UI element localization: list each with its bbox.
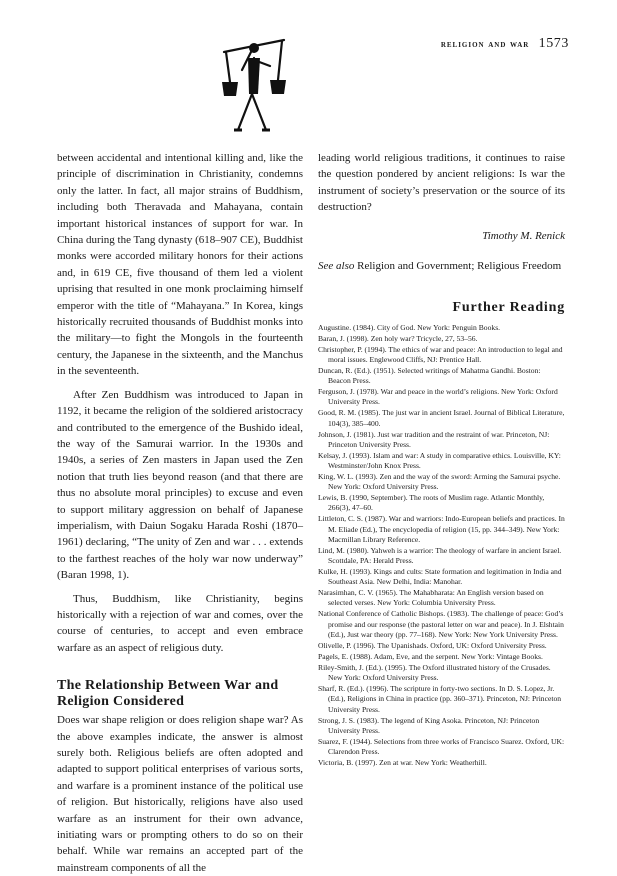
reference-item: Strong, J. S. (1983). The legend of King Asoka. Princeton, NJ: Princeton University Press. <box>318 715 540 735</box>
body-paragraph: leading world religious traditions, it continues to raise the question pondered by ancient religions: Is war the instrument of society’s preservation or the source of its destruction? <box>318 152 565 214</box>
reference-item: Ferguson, J. (1978). War and peace in the world’s religions. New York: Oxford University Press. <box>318 387 558 407</box>
reference-item: Littleton, C. S. (1987). War and warriors: Indo-European beliefs and practices. In M. Eliade (Ed.), The encyclopedia of religion (15, pp. 344–349). New York: Macmillan Library Reference. <box>318 514 565 544</box>
see-also-links[interactable]: Religion and Government; Religious Freedom <box>357 260 562 273</box>
reference-item: Victoria, B. (1997). Zen at war. New York: Weatherhill. <box>318 757 487 767</box>
reference-item: Pagels, E. (1988). Adam, Eve, and the serpent. New York: Vintage Books. <box>318 651 543 661</box>
reference-item: Kelsay, J. (1993). Islam and war: A study in comparative ethics. Louisville, KY: Westminster/John Knox Press. <box>318 450 561 471</box>
author-signature: Timothy M. Renick <box>482 229 565 242</box>
reference-item: Johnson, J. (1981). Just war tradition and the restraint of war. Princeton, NJ: Princeton University Press. <box>318 429 550 449</box>
reference-item: Augustine. (1984). City of God. New York: Penguin Books. <box>318 322 501 332</box>
reference-item: Lind, M. (1980). Yahweh is a warrior: The theology of warfare in ancient Israel. Scottdale, PA: Herald Press. <box>318 545 562 566</box>
reference-item: King, W. L. (1993). Zen and the way of the sword: Arming the Samurai psyche. New York: Oxford University Press. <box>318 472 561 492</box>
reference-item: Kulke, H. (1993). Kings and cults: State formation and legitimation in India and Southeast Asia. New Delhi, India: Manohar. <box>318 567 562 587</box>
body-paragraph: After Zen Buddhism was introduced to Japan in 1192, it became the religion of the soldiered aristocracy and contributed to the emergence of the Bushido ideal, the way of the Samurai warrior. In the 1930s and 1940s, a series of Zen masters in Japan used the Zen notion that truth lies beyond reason (and that there are thus no absolute moral principles) to excuse and even to support military aggression on behalf of Japanese imperialism, with Daiun Sogaku Harada Roshi (1870–1961) declaring, “The unity of Zen and war . . . extends to the farthest reaches of the holy war now underway” (Baran 1998, 1). <box>57 388 303 582</box>
reference-item: Olivelle, P. (1996). The Upanishads. Oxford, UK: Oxford University Press. <box>318 640 547 650</box>
reference-item: Christopher, P. (1994). The ethics of war and peace: An introduction to legal and moral issues. Englewood Cliffs, NJ: Prentice Hall. <box>318 344 563 365</box>
reference-item: Good, R. M. (1985). The just war in ancient Israel. Journal of Biblical Literature, 104(3), 385–400. <box>318 408 565 428</box>
body-paragraph: Thus, Buddhism, like Christianity, begins historically with a rejection of war and comes, over the course of centuries, to accept and even embrace warfare as an aspect of religious duty. <box>57 592 303 654</box>
reference-item: Lewis, B. (1990, September). The roots of Muslim rage. Atlantic Monthly, 266(3), 47–60. <box>318 493 545 513</box>
section-heading: The Relationship Between War and Religion Considered <box>57 678 279 710</box>
left-column <box>57 150 303 876</box>
reference-item: Baran, J. (1998). Zen holy war? Tricycle, 27, 53–56. <box>318 333 478 343</box>
right-column <box>318 150 565 769</box>
reference-item: Narasimhan, C. V. (1965). The Mahabharata: An English version based on selected verses. New York: Columbia University Press. <box>318 588 544 608</box>
page-number: 1573 <box>538 36 569 51</box>
body-paragraph: between accidental and intentional killing and, like the principle of discrimination in Christianity, condemns only the latter. In fact, all major strains of Buddhism, including both Theravada and Mahayana, contain important historical instances of support for war. In China during the Tang dynasty (618–907 CE), Buddhist monks were accorded military honors for their actions and, in 619 CE, five thousand of them led a violent uprising that resulted in one monk proclaiming himself emperor with the title of “Mahayana.” In Korea, kings historically recruited thousands of Buddhist monks into the military—to fight the Mongols in the fourteenth century, the Japanese in the sixteenth, and the Manchus in the seventeenth. <box>57 152 303 378</box>
section-title: religion and war <box>440 39 530 50</box>
reference-item: Riley-Smith, J. (Ed.). (1995). The Oxford illustrated history of the Crusades. New York: Oxford University Press. <box>318 662 551 683</box>
reference-item: Suarez, F. (1944). Selections from three works of Francisco Suarez. Oxford, UK: Clarendon Press. <box>318 736 565 756</box>
reference-list <box>318 323 565 768</box>
figure-carrying-buckets-icon <box>218 30 290 143</box>
reference-item: Duncan, R. (Ed.). (1951). Selected writings of Mahatma Gandhi. Boston: Beacon Press. <box>318 366 541 386</box>
further-reading-heading: Further Reading <box>452 300 565 316</box>
see-also <box>318 258 565 274</box>
see-also-label: See also <box>318 260 355 273</box>
body-paragraph: Does war shape religion or does religion shape war? As the above examples indicate, the answer is almost surely both. Religious beliefs are often adopted and adapted to support political enterprises of various sorts, and warfare is a prominent instance of the political use of religion. But historically, religions have also used warfare as an instrument for their own advance, initiating wars or prompting others to do so on their behalf. While war remains an accepted part of the mainstream components of all the <box>57 714 303 874</box>
running-header <box>441 36 569 52</box>
reference-item: Sharf, R. (Ed.). (1996). The scripture in forty-two sections. In D. S. Lopez, Jr. (Ed.), Religions in China in practice (pp. 360–371). Princeton, NJ: Princeton University Press. <box>318 684 562 714</box>
reference-item: National Conference of Catholic Bishops. (1983). The challenge of peace: God’s promise and our response (the pastoral letter on war and peace). In J. Elshtain (Ed.), Just war theory (pp. 77–168). New York: New York University Press. <box>318 609 564 639</box>
